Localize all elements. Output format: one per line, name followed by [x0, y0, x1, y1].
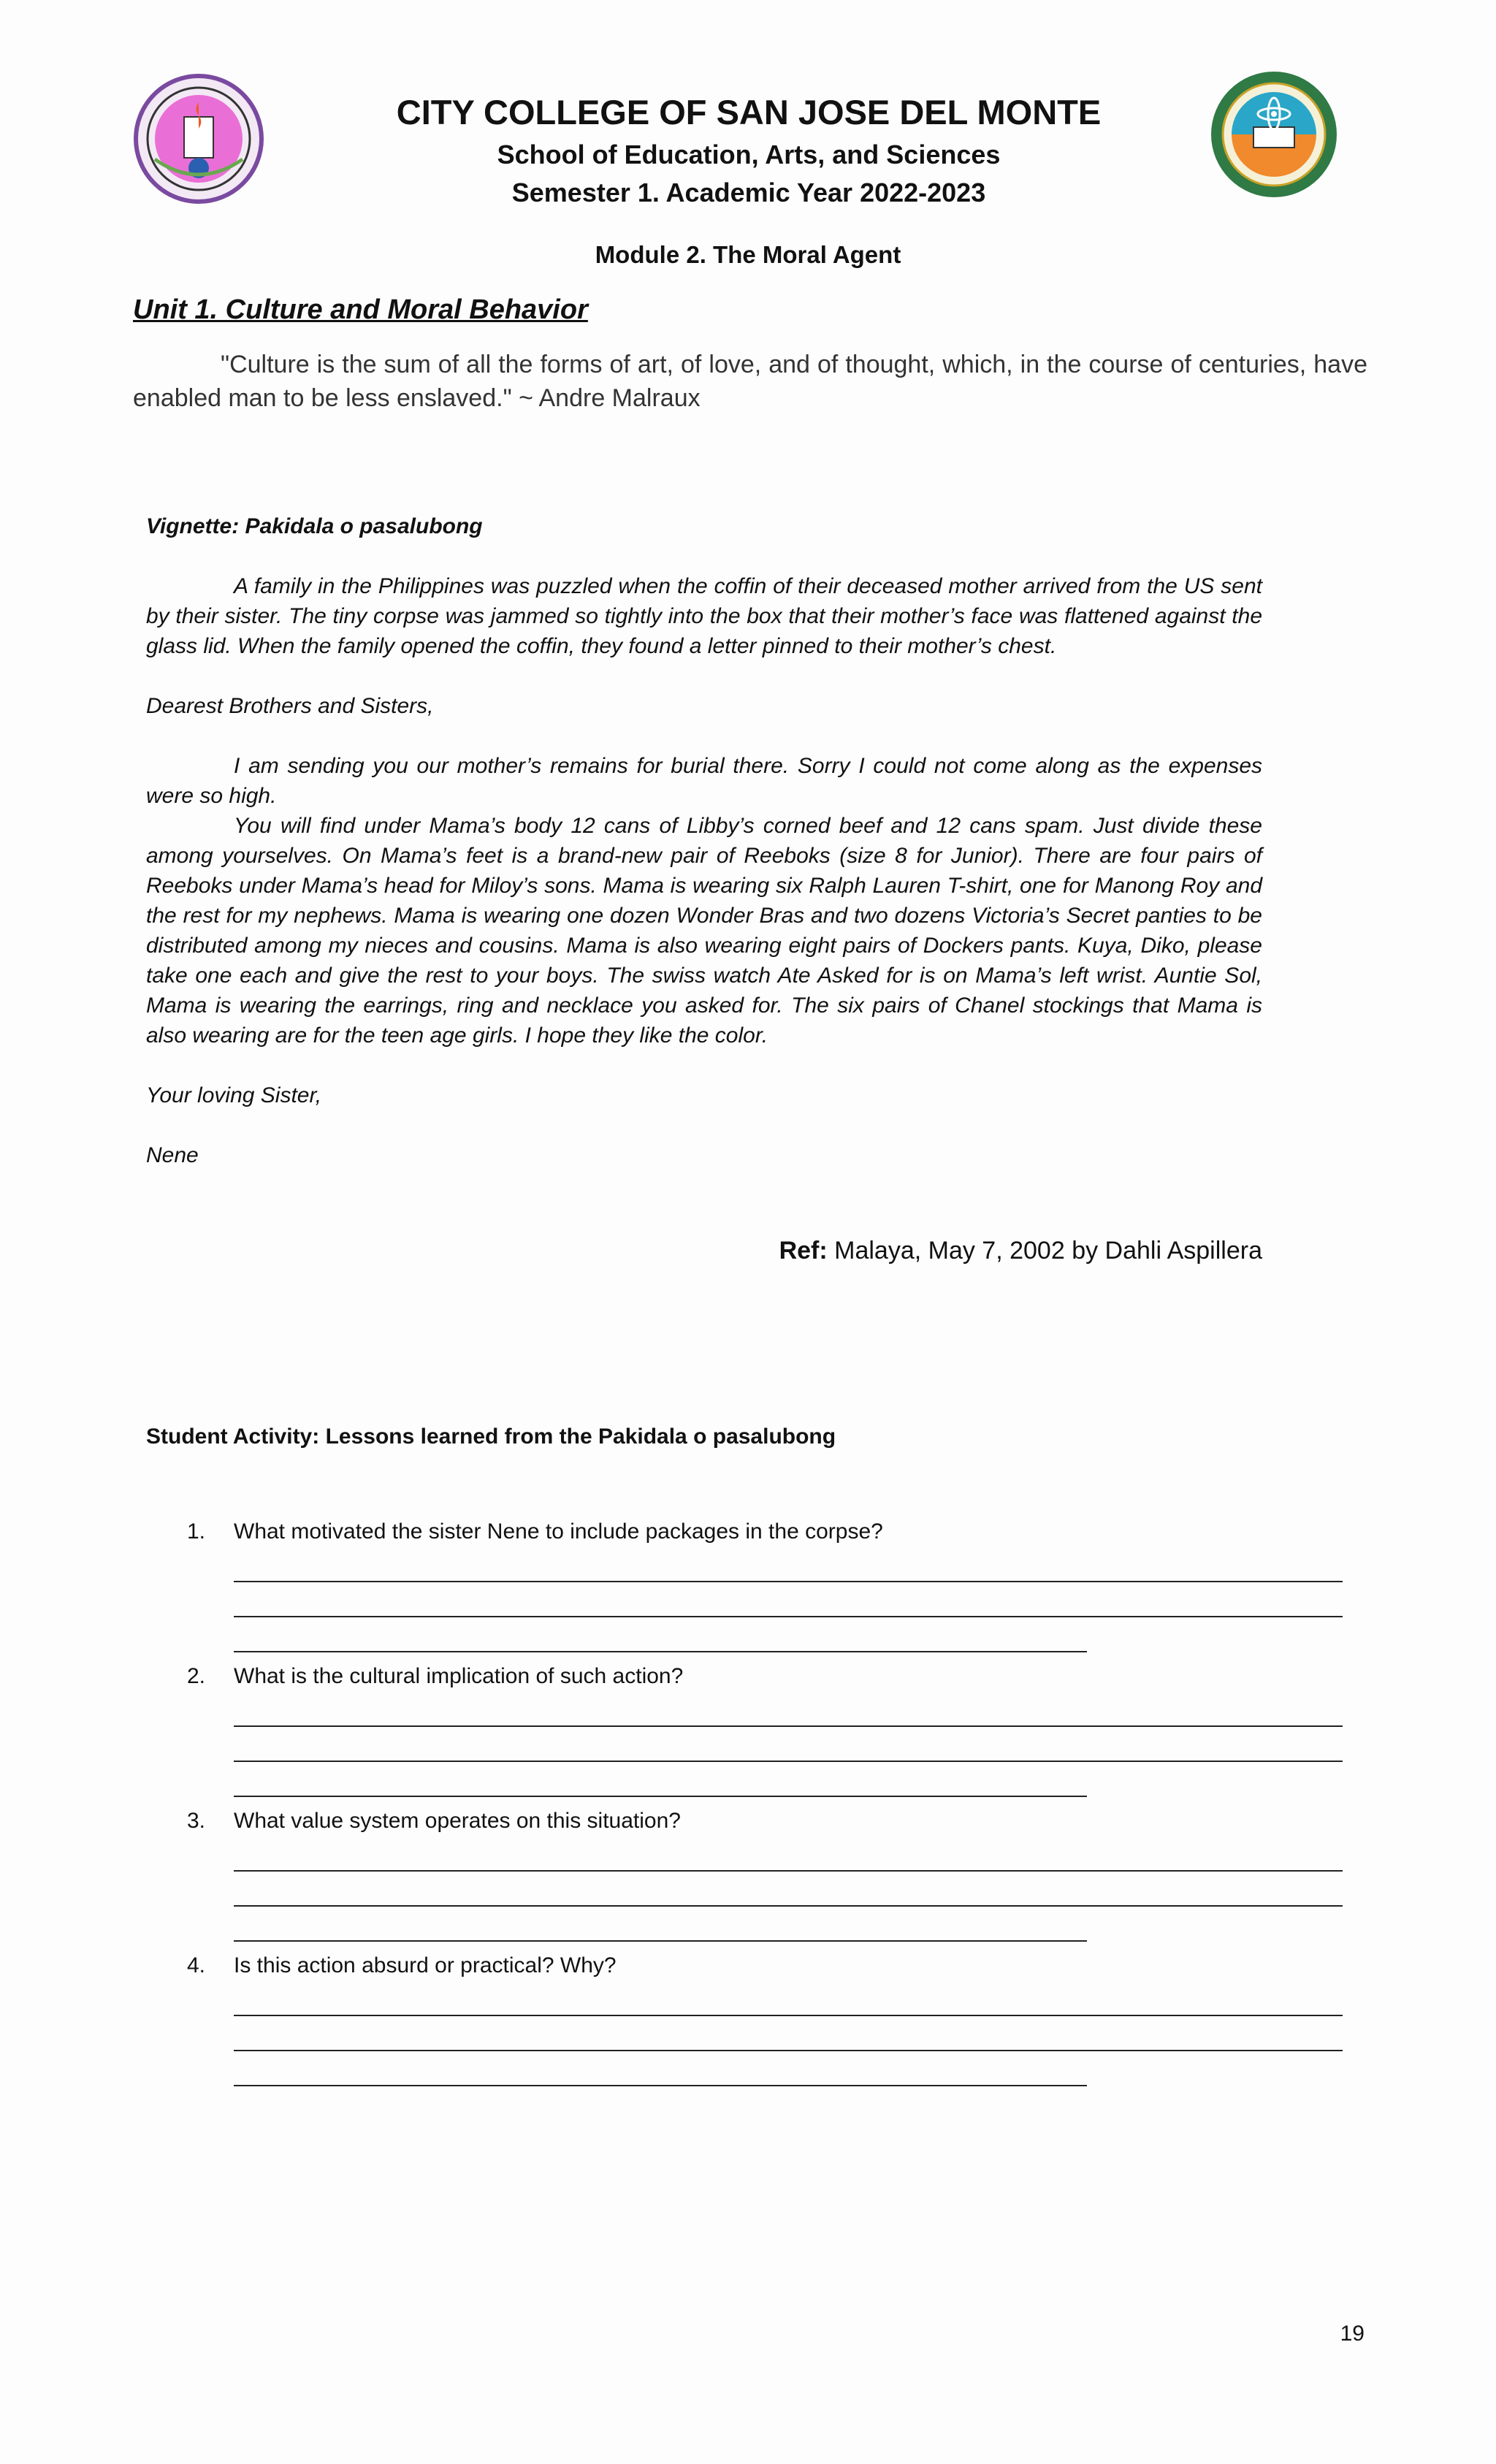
module-title: Module 2. The Moral Agent	[595, 241, 901, 268]
opening-quote: "Culture is the sum of all the forms of art, of love, and of thought, which, in the course of centuries, have enabled man to be less enslaved." ~ Andre Malraux	[133, 351, 1367, 412]
answer-line[interactable]	[234, 2016, 1343, 2051]
question-number: 1.	[187, 1519, 206, 1544]
letter-signature: Nene	[146, 1143, 199, 1167]
letter-closing: Your loving Sister,	[146, 1083, 322, 1107]
question-item	[187, 1950, 1341, 2086]
question-text: What value system operates on this situation?	[234, 1809, 681, 1833]
question-text: Is this action absurd or practical? Why?	[234, 1953, 617, 1977]
reference-label: Ref:	[779, 1237, 828, 1265]
question-number: 2.	[187, 1664, 206, 1688]
answer-line[interactable]	[234, 1547, 1343, 1582]
document-header	[278, 89, 1220, 212]
question-item	[187, 1517, 1341, 1652]
vignette-title: Vignette: Pakidala o pasalubong	[146, 514, 483, 538]
answer-line[interactable]	[234, 1617, 1087, 1652]
answer-line[interactable]	[234, 1727, 1343, 1762]
question-number: 3.	[187, 1809, 206, 1833]
vignette-section	[146, 511, 1262, 1170]
question-text: What is the cultural implication of such action?	[234, 1664, 684, 1688]
question-list	[187, 1517, 1341, 2095]
unit-title: Unit 1. Culture and Moral Behavior	[133, 294, 588, 325]
answer-line[interactable]	[234, 1872, 1343, 1907]
question-text: What motivated the sister Nene to include packages in the corpse?	[234, 1519, 883, 1544]
letter-paragraph-2: You will find under Mama’s body 12 cans of Libby’s corned beef and 12 cans spam. Just divide these among yourselves. On Mama’s feet is a brand-new pair of Reeboks (size 8 for Junior). There are four pairs of Reeboks under Mama’s head for Miloy’s sons. Mama is wearing six Ralph Lauren T-shirt, one for Manong Roy and the rest for my nephews. Mama is wearing one dozen Wonder Bras and two dozens Victoria’s Secret panties to be distributed among my nieces and cousins. Mama is also wearing eight pairs of Dockers pants. Kuya, Diko, please take one each and give the rest to your boys. The swiss watch Ate Asked for is on Mama’s left wrist. Auntie Sol, Mama is wearing the earrings, ring and necklace you asked for. The six pairs of Chanel stockings that Mama is also wearing are for the teen age girls. I hope they like the color.	[146, 814, 1262, 1048]
vignette-intro: A family in the Philippines was puzzled when the coffin of their deceased mother arrived from the US sent by their sister. The tiny corpse was jammed so tightly into the box that their mother’s face was flattened against the glass lid. When the family opened the coffin, they found a letter pinned to their mother’s chest.	[146, 574, 1262, 658]
college-seal-left-icon	[133, 73, 264, 205]
answer-line[interactable]	[234, 1907, 1087, 1942]
semester-line: Semester 1. Academic Year 2022-2023	[511, 178, 986, 207]
reference-text: Malaya, May 7, 2002 by Dahli Aspillera	[827, 1237, 1262, 1265]
answer-line[interactable]	[234, 1692, 1343, 1727]
college-name: CITY COLLEGE OF SAN JOSE DEL MONTE	[396, 93, 1102, 131]
answer-line[interactable]	[234, 1836, 1343, 1872]
question-item	[187, 1661, 1341, 1797]
school-name: School of Education, Arts, and Sciences	[497, 140, 1001, 169]
answer-line[interactable]	[234, 2051, 1087, 2086]
answer-line[interactable]	[234, 1762, 1087, 1797]
letter-salutation: Dearest Brothers and Sisters,	[146, 694, 434, 718]
answer-line[interactable]	[234, 1582, 1343, 1617]
activity-title: Student Activity: Lessons learned from the Pakidala o pasalubong	[146, 1424, 836, 1449]
school-seal-right-icon	[1208, 69, 1340, 200]
question-item	[187, 1806, 1341, 1942]
answer-line[interactable]	[234, 1981, 1343, 2016]
reference-line	[779, 1237, 1262, 1265]
letter-paragraph-1: I am sending you our mother’s remains for burial there. Sorry I could not come along as the expenses were so high.	[146, 754, 1262, 808]
page-number: 19	[1340, 2322, 1365, 2346]
question-number: 4.	[187, 1953, 206, 1977]
